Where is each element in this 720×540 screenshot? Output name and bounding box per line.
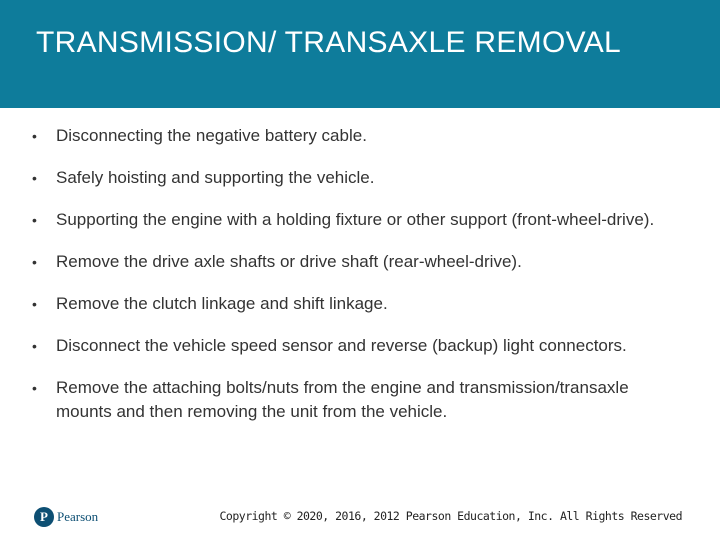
bullet-text: Disconnect the vehicle speed sensor and reverse (backup) light connectors.: [56, 336, 627, 355]
bullet-item: [30, 334, 670, 358]
bullet-text: Remove the attaching bolts/nuts from the engine and transmission/transaxle mounts and then removing the unit from the vehicle.: [56, 378, 629, 421]
bullet-dot-icon: •: [32, 170, 37, 186]
bullet-dot-icon: •: [32, 338, 37, 354]
bullet-item: [30, 292, 670, 316]
slide-title: TRANSMISSION/ TRANSAXLE REMOVAL: [36, 26, 621, 59]
bullet-list: [30, 124, 670, 442]
bullet-text: Safely hoisting and supporting the vehicle.: [56, 168, 375, 187]
bullet-item: [30, 166, 670, 190]
bullet-text: Remove the clutch linkage and shift linkage.: [56, 294, 388, 313]
bullet-dot-icon: •: [32, 254, 37, 270]
bullet-text: Disconnecting the negative battery cable.: [56, 126, 367, 145]
bullet-text: Remove the drive axle shafts or drive shaft (rear-wheel-drive).: [56, 252, 522, 271]
bullet-dot-icon: •: [32, 296, 37, 312]
bullet-item: [30, 376, 670, 424]
bullet-text: Supporting the engine with a holding fixture or other support (front-wheel-drive).: [56, 210, 655, 229]
bullet-item: [30, 124, 670, 148]
bullet-item: [30, 250, 670, 274]
bullet-dot-icon: •: [32, 212, 37, 228]
bullet-dot-icon: •: [32, 380, 37, 396]
bullet-dot-icon: •: [32, 128, 37, 144]
pearson-logo-icon: P: [34, 507, 54, 527]
copyright-notice: Copyright © 2020, 2016, 2012 Pearson Education, Inc. All Rights Reserved: [219, 509, 682, 523]
pearson-logo: [34, 505, 98, 529]
bullet-item: [30, 208, 670, 232]
pearson-wordmark: Pearson: [57, 509, 99, 524]
